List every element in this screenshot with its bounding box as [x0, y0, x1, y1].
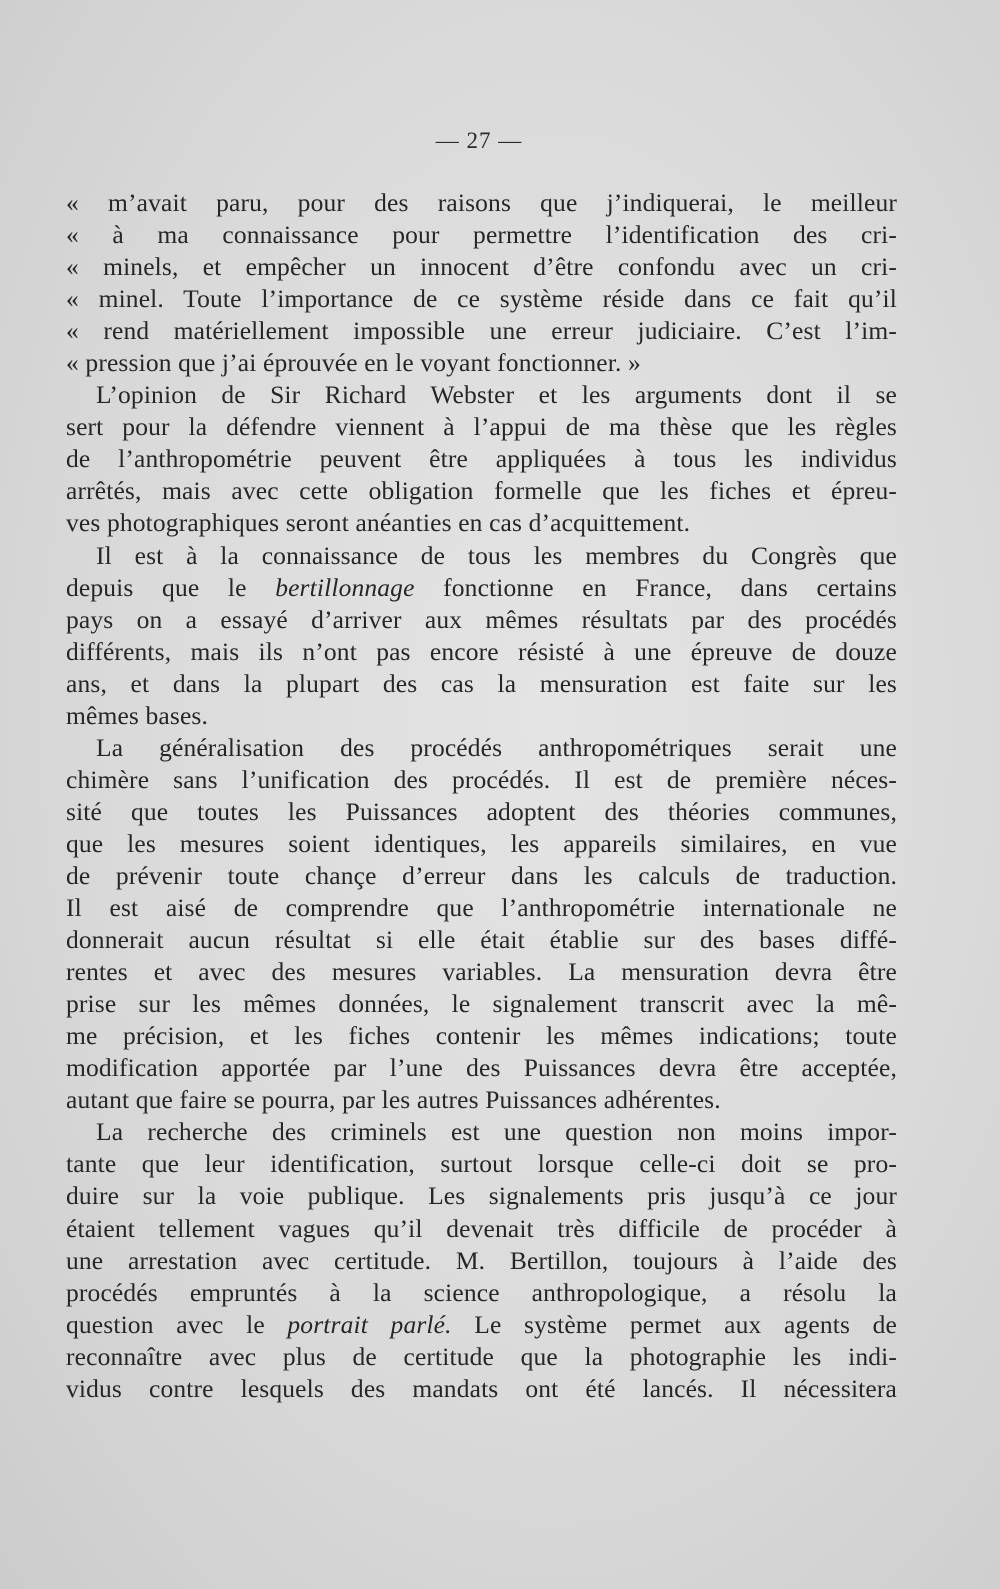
text-line: de prévenir toute chançe d’erreur dans les calculs de traduction.: [66, 860, 897, 890]
text-line: de l’anthropométrie peuvent être appliquées à tous les individus: [66, 444, 897, 474]
text-line: me précision, et les fiches contenir les mêmes indications; toute: [66, 1021, 897, 1051]
text-segment: fonctionne en France, dans certains: [414, 572, 897, 602]
text-line: La recherche des criminels est une question non moins impor-: [96, 1117, 897, 1147]
page-number: — 27 —: [435, 128, 523, 153]
text-line: étaient tellement vagues qu’il devenait très difficile de procéder à: [66, 1213, 897, 1243]
text-line: modification apportée par l’une des Puissances devra être acceptée,: [66, 1053, 897, 1083]
text-line: différents, mais ils n’ont pas encore résisté à une épreuve de douze: [66, 636, 897, 666]
text-segment: question avec le: [66, 1309, 288, 1339]
text-line: sert pour la défendre viennent à l’appui de ma thèse que les règles: [66, 412, 897, 442]
text-line: donnerait aucun résultat si elle était établie sur des bases diffé-: [66, 925, 897, 955]
text-line: reconnaître avec plus de certitude que la photographie les indi-: [66, 1341, 897, 1371]
text-line: L’opinion de Sir Richard Webster et les arguments dont il se: [96, 380, 897, 410]
text-line: « à ma connaissance pour permettre l’identification des cri-: [66, 220, 897, 250]
text-line: sité que toutes les Puissances adoptent des théories communes,: [66, 796, 897, 826]
body-text: [66, 187, 897, 1405]
text-line: tante que leur identification, surtout lorsque celle-ci doit se pro-: [66, 1149, 897, 1179]
italic-term: portrait parlé.: [287, 1309, 452, 1339]
text-line: rentes et avec des mesures variables. La mensuration devra être: [66, 957, 897, 987]
text-line: « minels, et empêcher un innocent d’être confondu avec un cri-: [66, 252, 897, 282]
text-line: ans, et dans la plupart des cas la mensuration est faite sur les: [66, 668, 897, 698]
text-line: duire sur la voie publique. Les signalements pris jusqu’à ce jour: [66, 1181, 897, 1211]
text-line: vidus contre lesquels des mandats ont été lancés. Il nécessitera: [66, 1373, 897, 1403]
text-line: prise sur les mêmes données, le signalement transcrit avec la mê-: [66, 989, 897, 1019]
text-line: que les mesures soient identiques, les appareils similaires, en vue: [66, 828, 897, 858]
text-line: [66, 1309, 897, 1341]
text-line: « pression que j’ai éprouvée en le voyant fonctionner. »: [66, 348, 641, 378]
text-segment: depuis que le: [66, 572, 276, 602]
text-line: ves photographiques seront anéanties en cas d’acquittement.: [66, 508, 691, 538]
text-line: « minel. Toute l’importance de ce système réside dans ce fait qu’il: [66, 284, 897, 314]
text-segment: Le système permet aux agents de: [451, 1309, 897, 1339]
text-line: La généralisation des procédés anthropométriques serait une: [96, 732, 897, 762]
text-line: Il est aisé de comprendre que l’anthropométrie internationale ne: [66, 893, 897, 923]
text-line: une arrestation avec certitude. M. Bertillon, toujours à l’aide des: [66, 1245, 897, 1275]
text-line: mêmes bases.: [66, 700, 209, 730]
text-line: pays on a essayé d’arriver aux mêmes résultats par des procédés: [66, 604, 897, 634]
text-line: procédés empruntés à la science anthropologique, a résolu la: [66, 1277, 897, 1307]
text-line: arrêtés, mais avec cette obligation formelle que les fiches et épreu-: [66, 476, 897, 506]
text-line: chimère sans l’unification des procédés. Il est de première néces-: [66, 764, 897, 794]
text-line: « m’avait paru, pour des raisons que j’indiquerai, le meilleur: [66, 188, 897, 217]
text-line: [66, 572, 897, 604]
text-line: Il est à la connaissance de tous les membres du Congrès que: [96, 540, 897, 570]
text-line: autant que faire se pourra, par les autres Puissances adhérentes.: [66, 1085, 721, 1115]
italic-term: bertillonnage: [275, 572, 415, 602]
text-line: « rend matériellement impossible une erreur judiciaire. C’est l’im-: [66, 316, 897, 346]
